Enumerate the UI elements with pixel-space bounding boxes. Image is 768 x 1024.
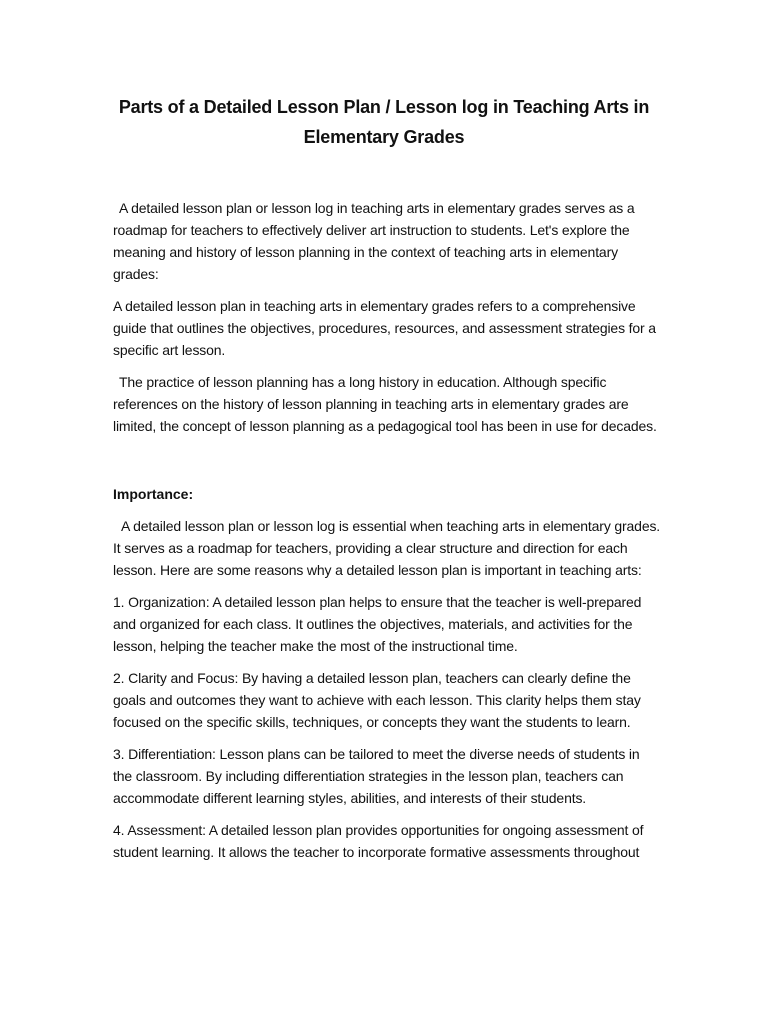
intro-paragraph-2: A detailed lesson plan in teaching arts in elementary grades refers to a comprehensive guide that outlines the objectives, procedures, resources, and assessment strategies for a specific art lesson. bbox=[113, 298, 656, 358]
importance-intro-paragraph: A detailed lesson plan or lesson log is essential when teaching arts in elementary grades. It serves as a roadmap for teachers, providing a clear structure and direction for each lesson. Here are some reasons why a detailed lesson plan is important in teaching arts: bbox=[113, 518, 661, 578]
intro-paragraph-1: A detailed lesson plan or lesson log in teaching arts in elementary grades serves as a roadmap for teachers to effectively deliver art instruction to students. Let's explore the meaning and history of lesson planning in the context of teaching arts in elementary grades: bbox=[113, 200, 635, 282]
document-title: Parts of a Detailed Lesson Plan / Lesson log in Teaching Arts in Elementary Grades bbox=[118, 97, 650, 147]
reason-item-assessment: 4. Assessment: A detailed lesson plan provides opportunities for ongoing assessment of student learning. It allows the teacher to incorporate formative assessments throughout bbox=[113, 822, 644, 860]
intro-paragraph-3: The practice of lesson planning has a long history in education. Although specific references on the history of lesson planning in teaching arts in elementary grades are limited, the concept of lesson planning as a pedagogical tool has been in use for decades. bbox=[113, 374, 657, 434]
importance-heading: Importance: bbox=[113, 486, 194, 502]
section-spacer bbox=[113, 447, 661, 483]
reason-item-differentiation: 3. Differentiation: Lesson plans can be tailored to meet the diverse needs of students in the classroom. By including differentiation strategies in the lesson plan, teachers can accommodate different learning styles, abilities, and interests of their students. bbox=[113, 746, 640, 806]
document-body bbox=[113, 197, 661, 873]
reason-item-organization: 1. Organization: A detailed lesson plan helps to ensure that the teacher is well-prepared and organized for each class. It outlines the objectives, materials, and activities for the lesson, helping the teacher make the most of the instructional time. bbox=[113, 594, 642, 654]
reason-item-clarity: 2. Clarity and Focus: By having a detailed lesson plan, teachers can clearly define the goals and outcomes they want to achieve with each lesson. This clarity helps them stay focused on the specific skills, techniques, or concepts they want the students to learn. bbox=[113, 670, 641, 730]
